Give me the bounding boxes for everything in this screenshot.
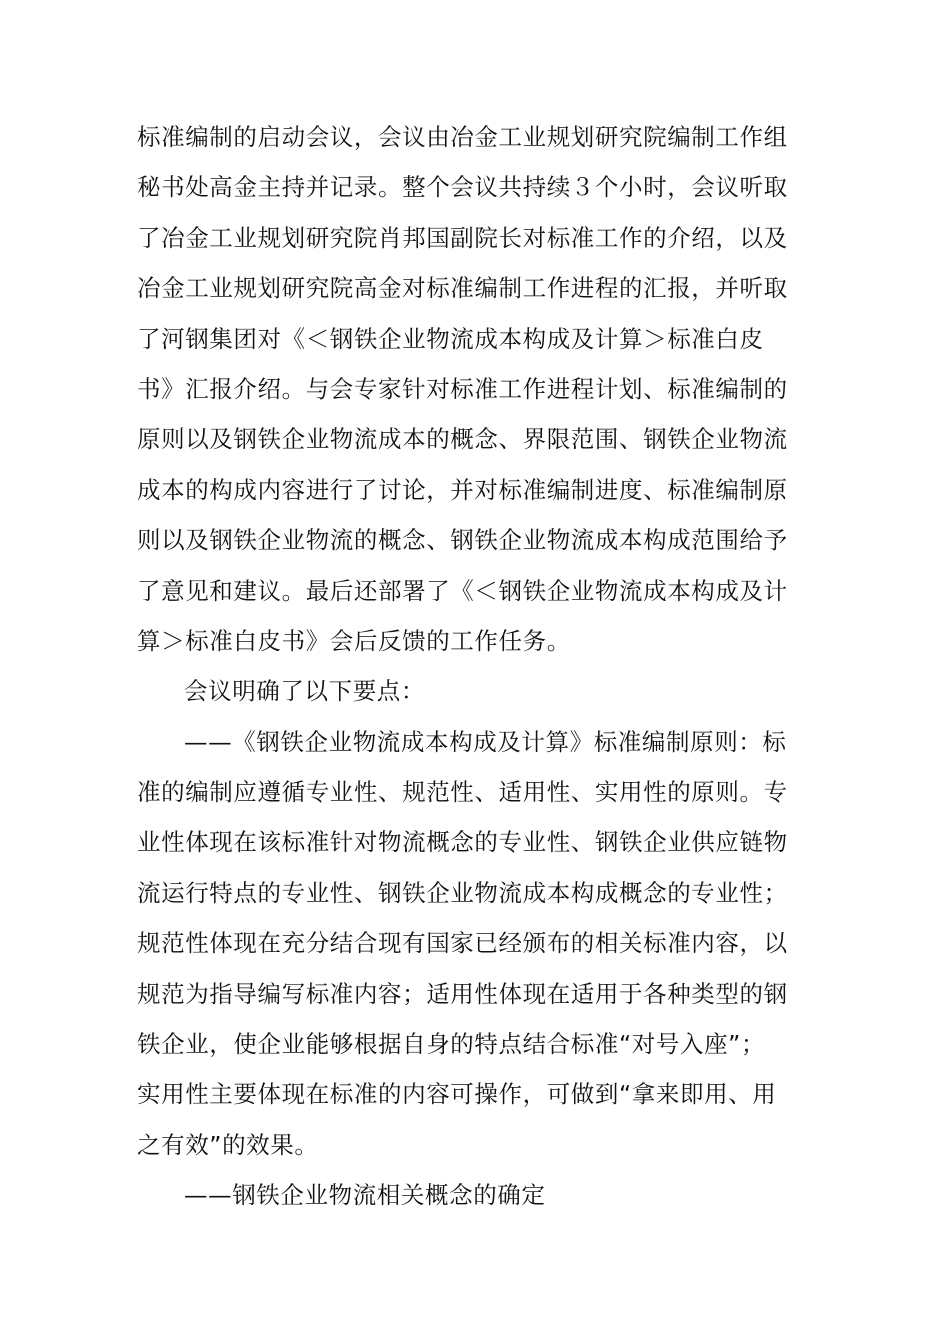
text-line: ——钢铁企业物流相关概念的确定 xyxy=(184,1181,546,1210)
document-body xyxy=(137,112,817,1221)
text-line: 算＞标准白皮书》会后反馈的工作任务。 xyxy=(137,626,571,655)
text-line: 原则以及钢铁企业物流成本的概念、界限范围、钢铁企业物流 xyxy=(137,425,788,454)
text-line: 了意见和建议。最后还部署了《＜钢铁企业物流成本构成及计 xyxy=(137,576,788,605)
text-line: 铁企业，使企业能够根据自身的特点结合标准“对号入座”； xyxy=(137,1030,766,1059)
text-line: 了河钢集团对《＜钢铁企业物流成本构成及计算＞标准白皮 xyxy=(137,324,764,353)
text-line: 实用性主要体现在标准的内容可操作，可做到“拿来即用、用 xyxy=(137,1080,777,1109)
text-line: 业性体现在该标准针对物流概念的专业性、钢铁企业供应链物 xyxy=(137,828,788,857)
text-line: 流运行特点的专业性、钢铁企业物流成本构成概念的专业性； xyxy=(137,878,788,907)
text-line: 了冶金工业规划研究院肖邦国副院长对标准工作的介绍，以及 xyxy=(137,223,788,252)
text-line: 规范性体现在充分结合现有国家已经颁布的相关标准内容，以 xyxy=(137,929,788,958)
paragraph-key-points-intro xyxy=(137,666,817,716)
paragraph-compilation-principles xyxy=(137,717,817,1171)
text-line: 会议明确了以下要点： xyxy=(184,677,425,706)
text-line: 成本的构成内容进行了讨论，并对标准编制进度、标准编制原 xyxy=(137,475,788,504)
text-line: ——《钢铁企业物流成本构成及计算》标准编制原则：标 xyxy=(184,727,787,756)
paragraph-meeting-summary xyxy=(137,112,817,666)
text-line: 准的编制应遵循专业性、规范性、适用性、实用性的原则。专 xyxy=(137,778,788,807)
text-line: 则以及钢铁企业物流的概念、钢铁企业物流成本构成范围给予 xyxy=(137,526,788,555)
text-line: 标准编制的启动会议，会议由冶金工业规划研究院编制工作组 xyxy=(137,123,788,151)
text-line: 书》汇报介绍。与会专家针对标准工作进程计划、标准编制的 xyxy=(137,374,788,403)
paragraph-concepts-heading xyxy=(137,1170,817,1220)
text-line: 之有效”的效果。 xyxy=(137,1130,319,1159)
text-line: 冶金工业规划研究院高金对标准编制工作进程的汇报，并听取 xyxy=(137,274,788,303)
text-line: 规范为指导编写标准内容；适用性体现在适用于各种类型的钢 xyxy=(137,979,788,1008)
text-line: 秘书处高金主持并记录。整个会议共持续３个小时，会议听取 xyxy=(137,173,788,202)
